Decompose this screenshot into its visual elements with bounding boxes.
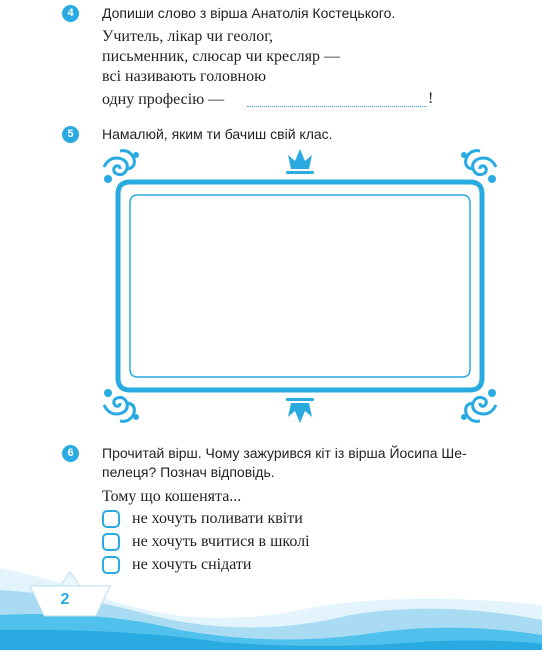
task-6-lead: Тому що кошенята... [102,488,242,505]
motto: Вік живи — вік учись. [185,576,337,605]
task-6-instruction-line-1: Прочитай вірш. Чому зажурився кіт із вірша Йосипа Ше- [102,445,467,461]
option-3-label: не хочуть снідати [132,556,252,573]
poem-line-3: всі називають головною [102,68,267,85]
poem-line-2: письменник, слюсар чи кресляр — [102,48,340,65]
option-1-checkbox[interactable] [102,510,120,528]
poem-ending: ! [428,90,434,107]
page-number: 2 [60,591,70,608]
task-4-instruction: Допиши слово з вірша Анатолія Костецького. [102,5,396,21]
task-6-instruction-line-2: пелеця? Познач відповідь. [102,464,275,480]
option-1-label: не хочуть поливати квіти [132,510,303,527]
task-6-number: 6 [62,445,79,462]
task-5-instruction: Намалюй, яким ти бачиш свій клас. [102,126,333,142]
task-4-number: 4 [62,5,79,22]
option-2-label: не хочуть вчитися в школі [132,533,310,550]
task-5-number: 5 [62,126,79,143]
drawing-frame[interactable] [100,147,500,425]
wave-decoration [0,560,542,650]
poem-line-1: Учитель, лікар чи геолог, [102,28,273,45]
option-2-checkbox[interactable] [102,533,120,551]
poem-line-4: одну професію — [102,91,225,108]
answer-blank[interactable] [247,106,427,107]
